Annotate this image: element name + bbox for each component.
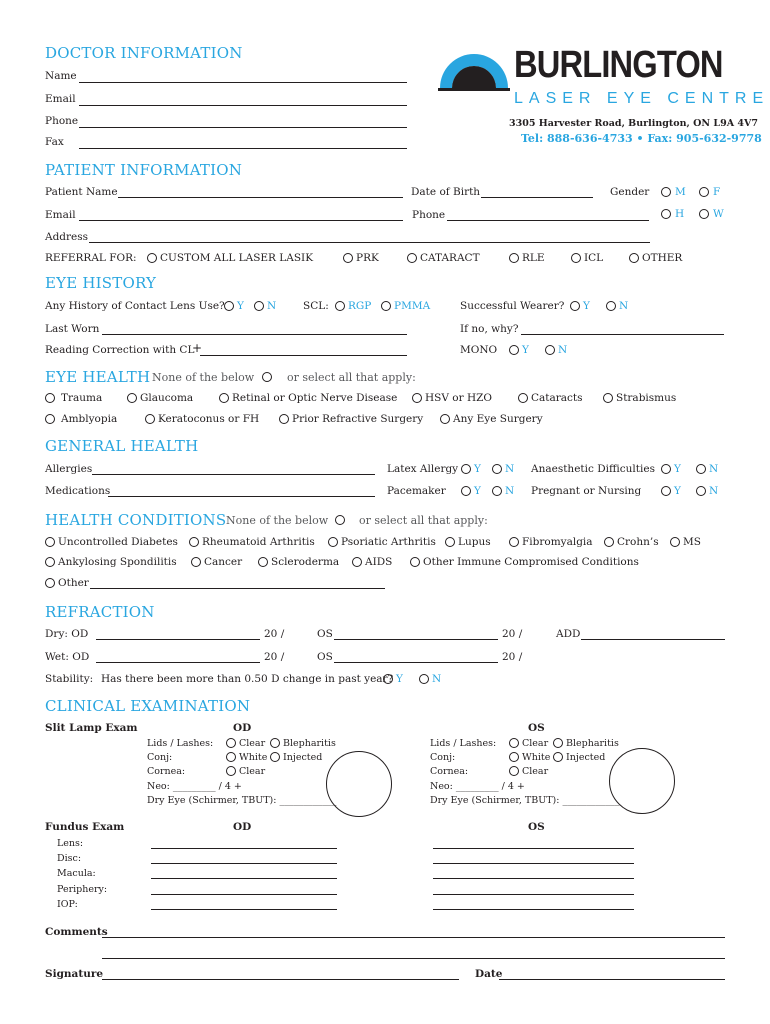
pregnant-y-radio[interactable]: [661, 486, 671, 496]
anaesthetic-n-radio[interactable]: [696, 464, 706, 474]
od-dry-eye-label: Dry Eye (Schirmer, TBUT): ____________: [147, 795, 337, 806]
if-no-why-label: If no, why?: [460, 323, 519, 335]
pacemaker-label: Pacemaker: [387, 485, 446, 497]
prior-refractive-label: Prior Refractive Surgery: [292, 413, 424, 425]
os-conj-label: Conj:: [430, 752, 456, 763]
latex-n-radio[interactable]: [492, 464, 502, 474]
referral-cataract-label: CATARACT: [420, 252, 480, 264]
latex-y-label: Y: [474, 463, 481, 475]
os-cornea-label: Cornea:: [430, 766, 469, 777]
contact-lens-y-radio[interactable]: [224, 301, 234, 311]
wet-od-field[interactable]: [96, 662, 260, 663]
od-neo-label: Neo: _________ / 4 +: [147, 781, 242, 792]
gender-m-radio[interactable]: [661, 187, 671, 197]
pmma-label: PMMA: [394, 300, 431, 312]
mono-y-radio[interactable]: [509, 345, 519, 355]
gender-f-label: F: [713, 186, 721, 198]
add-field[interactable]: [581, 639, 725, 640]
date-label: Date: [475, 968, 503, 980]
od-injected-radio[interactable]: [270, 752, 280, 762]
fundus-disc-od-field[interactable]: [151, 863, 337, 864]
aids-radio[interactable]: [352, 557, 362, 567]
cataracts-radio[interactable]: [518, 393, 528, 403]
amblyopia-label: Amblyopia: [61, 413, 118, 425]
successful-wearer-question: Successful Wearer?: [460, 300, 565, 312]
wet-os-label: OS: [317, 651, 333, 663]
strabismus-label: Strabismus: [616, 392, 677, 404]
os-dry-eye-label: Dry Eye (Schirmer, TBUT): ____________: [430, 795, 620, 806]
conditions-none-radio[interactable]: [335, 515, 345, 525]
reading-correction-label: Reading Correction with CL: [45, 344, 195, 356]
strabismus-radio[interactable]: [603, 393, 613, 403]
scleroderma-radio[interactable]: [258, 557, 268, 567]
scleroderma-label: Scleroderma: [271, 556, 340, 568]
psoriatic-label: Psoriatic Arthritis: [341, 536, 436, 548]
pacemaker-n-label: N: [505, 485, 515, 497]
add-label: ADD: [556, 628, 581, 640]
last-worn-field[interactable]: [102, 334, 407, 335]
immune-radio[interactable]: [410, 557, 420, 567]
od-conj-label: Conj:: [147, 752, 173, 763]
od-lids-label: Lids / Lashes:: [147, 738, 214, 749]
mono-y-label: Y: [522, 344, 529, 356]
doctor-phone-field[interactable]: [79, 127, 407, 128]
signature-field[interactable]: [102, 979, 459, 980]
fundus-periphery-label: Periphery:: [57, 884, 108, 895]
mono-label: MONO: [460, 344, 498, 356]
allergies-field[interactable]: [92, 474, 375, 475]
os-blepharitis-label: Blepharitis: [566, 738, 619, 749]
patient-email-field[interactable]: [79, 220, 403, 221]
wearer-n-radio[interactable]: [606, 301, 616, 311]
if-no-why-field[interactable]: [521, 334, 724, 335]
fundus-lens-label: Lens:: [57, 838, 84, 849]
doctor-phone-label: Phone: [45, 115, 79, 127]
doctor-name-field[interactable]: [79, 82, 407, 83]
prior-refractive-radio[interactable]: [279, 414, 289, 424]
conditions-none-label: None of the below: [226, 514, 329, 527]
referral-label: REFERRAL FOR:: [45, 252, 137, 264]
fundus-periphery-od-field[interactable]: [151, 894, 337, 895]
medications-label: Medications: [45, 485, 111, 497]
os-cornea-clear-radio[interactable]: [509, 766, 519, 776]
anaesthetic-n-label: N: [709, 463, 719, 475]
os-conj-white-radio[interactable]: [509, 752, 519, 762]
mono-n-label: N: [558, 344, 568, 356]
other-condition-radio[interactable]: [45, 578, 55, 588]
dry-os-twenty: 20 /: [502, 628, 523, 640]
patient-phone-label: Phone: [412, 209, 446, 221]
rheumatoid-radio[interactable]: [189, 537, 199, 547]
any-eye-surgery-radio[interactable]: [440, 414, 450, 424]
pmma-radio[interactable]: [381, 301, 391, 311]
fundus-macula-os-field[interactable]: [433, 878, 634, 879]
anaesthetic-label: Anaesthetic Difficulties: [531, 463, 655, 475]
lupus-radio[interactable]: [445, 537, 455, 547]
od-lids-clear-label: Clear: [239, 738, 266, 749]
eye-health-none-label: None of the below: [152, 371, 255, 384]
latex-n-label: N: [505, 463, 515, 475]
rgp-label: RGP: [348, 300, 372, 312]
referral-prk-label: PRK: [356, 252, 379, 264]
wearer-y-radio[interactable]: [570, 301, 580, 311]
wet-od-twenty: 20 /: [264, 651, 285, 663]
od-cornea-clear-radio[interactable]: [226, 766, 236, 776]
referral-icl-label: ICL: [584, 252, 604, 264]
stability-label: Stability:: [45, 673, 94, 685]
slit-od-heading: OD: [233, 722, 252, 734]
patient-name-label: Patient Name: [45, 186, 118, 198]
cancer-label: Cancer: [204, 556, 243, 568]
crohns-radio[interactable]: [604, 537, 614, 547]
slit-lamp-label: Slit Lamp Exam: [45, 722, 138, 734]
latex-allergy-label: Latex Allergy: [387, 463, 459, 475]
hsv-radio[interactable]: [412, 393, 422, 403]
retinal-label: Retinal or Optic Nerve Disease: [232, 392, 398, 404]
doctor-email-label: Email: [45, 93, 76, 105]
fundus-label: Fundus Exam: [45, 821, 125, 833]
slit-os-heading: OS: [528, 722, 545, 734]
patient-phone-field[interactable]: [447, 220, 649, 221]
phone-w-label: W: [713, 208, 724, 220]
patient-email-label: Email: [45, 209, 76, 221]
phone-w-radio[interactable]: [699, 209, 709, 219]
ms-label: MS: [683, 536, 701, 548]
conditions-select-label: or select all that apply:: [359, 514, 488, 527]
pregnant-label: Pregnant or Nursing: [531, 485, 642, 497]
gender-label: Gender: [610, 186, 650, 198]
stability-y-radio[interactable]: [383, 674, 393, 684]
crohns-label: Crohn’s: [617, 536, 659, 548]
pregnant-n-label: N: [709, 485, 719, 497]
health-conditions-heading: HEALTH CONDITIONS: [45, 511, 227, 529]
immune-label: Other Immune Compromised Conditions: [423, 556, 639, 568]
wearer-y-label: Y: [583, 300, 590, 312]
fibromyalgia-radio[interactable]: [509, 537, 519, 547]
dry-os-field[interactable]: [334, 639, 498, 640]
doctor-name-label: Name: [45, 70, 77, 82]
fundus-disc-label: Disc:: [57, 853, 82, 864]
comments-label: Comments: [45, 926, 108, 938]
wearer-n-label: N: [619, 300, 629, 312]
eye-history-heading: EYE HISTORY: [45, 274, 157, 292]
trauma-label: Trauma: [61, 392, 103, 404]
referral-other-label: OTHER: [642, 252, 683, 264]
referral-icl-radio[interactable]: [571, 253, 581, 263]
burlington-logo-icon: [438, 44, 510, 92]
clinic-address: 3305 Harvester Road, Burlington, ON L9A 4V7: [509, 118, 758, 129]
os-lids-label: Lids / Lashes:: [430, 738, 497, 749]
rheumatoid-label: Rheumatoid Arthritis: [202, 536, 315, 548]
os-injected-radio[interactable]: [553, 752, 563, 762]
eye-health-heading: EYE HEALTH: [45, 368, 151, 386]
stability-n-label: N: [432, 673, 442, 685]
pacemaker-y-label: Y: [474, 485, 481, 497]
dry-od-twenty: 20 /: [264, 628, 285, 640]
last-worn-label: Last Worn: [45, 323, 100, 335]
contact-lens-y-label: Y: [237, 300, 244, 312]
eye-health-none-radio[interactable]: [262, 372, 272, 382]
fundus-lens-od-field[interactable]: [151, 848, 337, 849]
wet-os-field[interactable]: [334, 662, 498, 663]
patient-name-field[interactable]: [118, 197, 403, 198]
rgp-radio[interactable]: [335, 301, 345, 311]
fundus-iop-os-field[interactable]: [433, 909, 634, 910]
od-eye-drawing-circle[interactable]: [326, 751, 392, 817]
stability-y-label: Y: [396, 673, 403, 685]
od-cornea-label: Cornea:: [147, 766, 186, 777]
contact-lens-n-label: N: [267, 300, 277, 312]
psoriatic-radio[interactable]: [328, 537, 338, 547]
refraction-heading: REFRACTION: [45, 603, 155, 621]
od-injected-label: Injected: [283, 752, 323, 763]
patient-heading: PATIENT INFORMATION: [45, 161, 243, 179]
retinal-radio[interactable]: [219, 393, 229, 403]
comments-field-2[interactable]: [102, 958, 725, 959]
fundus-os-heading: OS: [528, 821, 545, 833]
clinic-contact: Tel: 888-636-4733 • Fax: 905-632-9778: [521, 132, 762, 145]
clinic-logo-name: BURLINGTON: [514, 44, 723, 86]
os-lids-clear-radio[interactable]: [509, 738, 519, 748]
od-conj-white-label: White: [239, 752, 268, 763]
od-blepharitis-label: Blepharitis: [283, 738, 336, 749]
medications-field[interactable]: [108, 496, 375, 497]
od-conj-white-radio[interactable]: [226, 752, 236, 762]
fundus-macula-label: Macula:: [57, 868, 96, 879]
address-label: Address: [45, 231, 89, 243]
referral-prk-radio[interactable]: [343, 253, 353, 263]
os-lids-clear-label: Clear: [522, 738, 549, 749]
dob-field[interactable]: [481, 197, 593, 198]
os-cornea-clear-label: Clear: [522, 766, 549, 777]
ankylosing-radio[interactable]: [45, 557, 55, 567]
fundus-lens-os-field[interactable]: [433, 848, 634, 849]
od-lids-clear-radio[interactable]: [226, 738, 236, 748]
doctor-email-field[interactable]: [79, 105, 407, 106]
doctor-fax-field[interactable]: [79, 148, 407, 149]
os-injected-label: Injected: [566, 752, 606, 763]
phone-h-label: H: [675, 208, 685, 220]
referral-other-radio[interactable]: [629, 253, 639, 263]
signature-label: Signature: [45, 968, 104, 980]
os-neo-label: Neo: _________ / 4 +: [430, 781, 525, 792]
referral-cataract-radio[interactable]: [407, 253, 417, 263]
lupus-label: Lupus: [458, 536, 491, 548]
cataracts-label: Cataracts: [531, 392, 583, 404]
dob-label: Date of Birth: [411, 186, 481, 198]
amblyopia-radio[interactable]: [45, 414, 55, 424]
reading-plus-sign: +: [192, 341, 203, 355]
referral-lasik-radio[interactable]: [147, 253, 157, 263]
dry-od-field[interactable]: [96, 639, 260, 640]
fundus-periphery-os-field[interactable]: [433, 894, 634, 895]
wet-od-label: Wet: OD: [45, 651, 90, 663]
diabetes-radio[interactable]: [45, 537, 55, 547]
fundus-iop-label: IOP:: [57, 899, 78, 910]
od-cornea-clear-label: Clear: [239, 766, 266, 777]
wet-os-twenty: 20 /: [502, 651, 523, 663]
mono-n-radio[interactable]: [545, 345, 555, 355]
referral-lasik-label: CUSTOM ALL LASER LASIK: [160, 252, 314, 264]
gender-f-radio[interactable]: [699, 187, 709, 197]
clinical-heading: CLINICAL EXAMINATION: [45, 697, 251, 715]
address-field[interactable]: [89, 242, 650, 243]
phone-h-radio[interactable]: [661, 209, 671, 219]
referral-rle-radio[interactable]: [509, 253, 519, 263]
latex-y-radio[interactable]: [461, 464, 471, 474]
aids-label: AIDS: [365, 556, 393, 568]
contact-lens-question: Any History of Contact Lens Use?: [45, 300, 225, 312]
fibromyalgia-label: Fibromyalgia: [522, 536, 593, 548]
os-eye-drawing-circle[interactable]: [609, 748, 675, 814]
pregnant-n-radio[interactable]: [696, 486, 706, 496]
general-health-heading: GENERAL HEALTH: [45, 437, 199, 455]
fundus-od-heading: OD: [233, 821, 252, 833]
anaesthetic-y-radio[interactable]: [661, 464, 671, 474]
trauma-radio[interactable]: [45, 393, 55, 403]
pacemaker-n-radio[interactable]: [492, 486, 502, 496]
allergies-label: Allergies: [45, 463, 93, 475]
glaucoma-radio[interactable]: [127, 393, 137, 403]
other-condition-label: Other: [58, 577, 89, 589]
clinic-logo-sub: LASER EYE CENTRE: [514, 90, 770, 107]
keratoconus-label: Keratoconus or FH: [158, 413, 260, 425]
diabetes-label: Uncontrolled Diabetes: [58, 536, 178, 548]
od-blepharitis-radio[interactable]: [270, 738, 280, 748]
reading-correction-field[interactable]: [200, 355, 407, 356]
fundus-iop-od-field[interactable]: [151, 909, 337, 910]
pacemaker-y-radio[interactable]: [461, 486, 471, 496]
anaesthetic-y-label: Y: [674, 463, 681, 475]
other-condition-field[interactable]: [90, 588, 385, 589]
os-blepharitis-radio[interactable]: [553, 738, 563, 748]
cancer-radio[interactable]: [191, 557, 201, 567]
gender-m-label: M: [675, 186, 686, 198]
date-field[interactable]: [499, 979, 725, 980]
os-conj-white-label: White: [522, 752, 551, 763]
stability-n-radio[interactable]: [419, 674, 429, 684]
dry-os-label: OS: [317, 628, 333, 640]
stability-question: Has there been more than 0.50 D change in past year?: [101, 673, 394, 685]
doctor-fax-label: Fax: [45, 136, 64, 148]
referral-rle-label: RLE: [522, 252, 545, 264]
comments-field-1[interactable]: [102, 937, 725, 938]
eye-health-select-label: or select all that apply:: [287, 371, 416, 384]
hsv-label: HSV or HZO: [425, 392, 493, 404]
glaucoma-label: Glaucoma: [140, 392, 194, 404]
ms-radio[interactable]: [670, 537, 680, 547]
doctor-heading: DOCTOR INFORMATION: [45, 44, 243, 62]
keratoconus-radio[interactable]: [145, 414, 155, 424]
ankylosing-label: Ankylosing Spondilitis: [58, 556, 177, 568]
contact-lens-n-radio[interactable]: [254, 301, 264, 311]
fundus-disc-os-field[interactable]: [433, 863, 634, 864]
scl-label: SCL:: [303, 300, 329, 312]
pregnant-y-label: Y: [674, 485, 681, 497]
dry-od-label: Dry: OD: [45, 628, 89, 640]
any-eye-surgery-label: Any Eye Surgery: [453, 413, 543, 425]
fundus-macula-od-field[interactable]: [151, 878, 337, 879]
